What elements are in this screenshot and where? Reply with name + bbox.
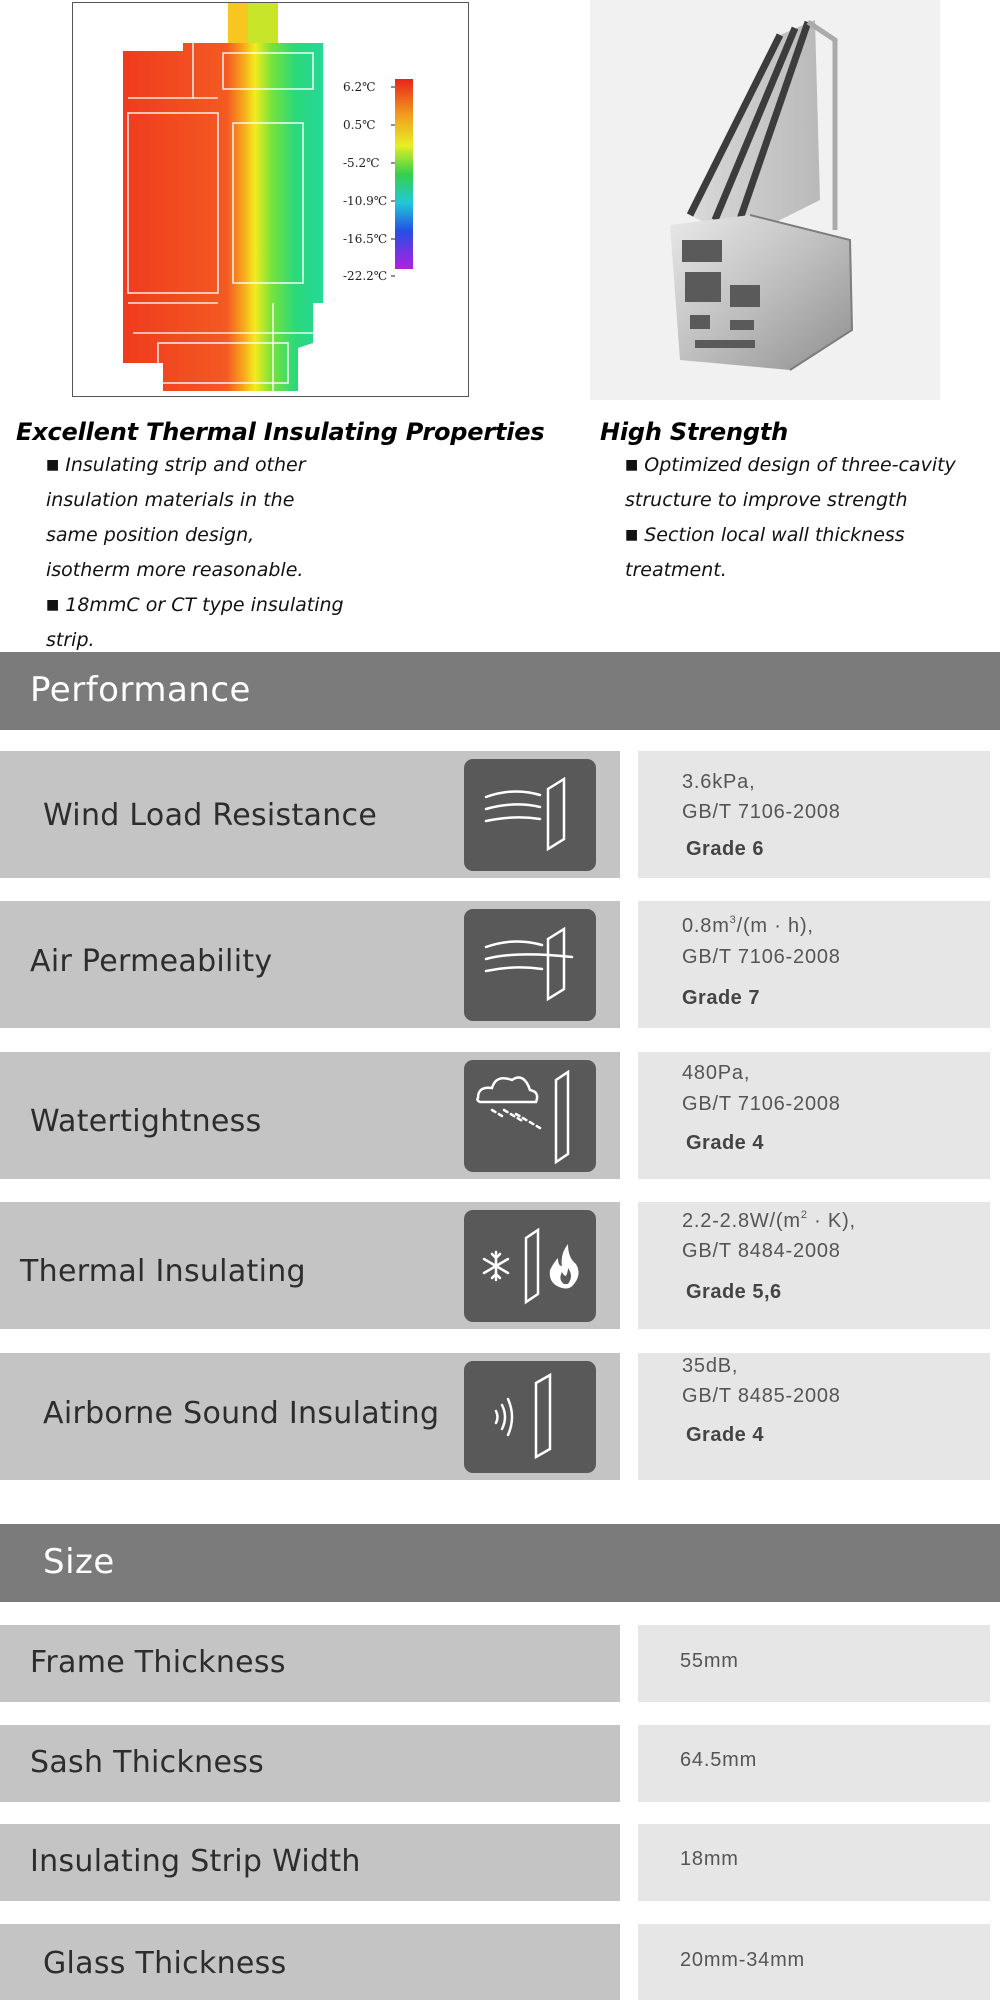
feature-bullet-item [46,588,344,623]
thermal-simulation-image [72,2,469,397]
size-label-cell [0,1625,620,1702]
size-label-cell [0,1824,620,1901]
size-value: 20mm-34mm [680,1949,805,1971]
performance-grade: Grade 4 [686,1132,764,1154]
performance-label: Thermal Insulating [20,1254,306,1289]
feature-list-thermal [46,448,344,658]
scale-label: -10.9℃ [343,194,388,208]
square-bullet-icon: ■ [46,457,60,473]
scale-label: -16.5℃ [343,232,388,246]
performance-label: Wind Load Resistance [43,798,378,833]
size-label: Sash Thickness [30,1745,265,1780]
size-section-header [0,1524,1000,1602]
performance-value-cell [638,1353,990,1480]
size-heading: Size [43,1542,115,1582]
feature-line: structure to improve strength [625,489,908,511]
performance-label-cell [0,1052,620,1179]
profile-cross-section-illustration [590,0,940,400]
snowflake-flame-icon [464,1210,596,1322]
performance-standard: GB/T 7106-2008 [682,946,841,968]
performance-value-cell [638,1202,990,1329]
feature-bullet-text: Optimized design of three-cavity [644,454,956,476]
size-value-cell [638,1725,990,1802]
size-value-cell [638,1924,990,2000]
performance-label-cell [0,1353,620,1480]
performance-label: Airborne Sound Insulating [43,1396,440,1431]
performance-standard: GB/T 7106-2008 [682,1093,841,1115]
feature-title-thermal: Excellent Thermal Insulating Properties [16,418,545,446]
performance-label: Watertightness [30,1104,262,1139]
size-label-cell [0,1725,620,1802]
feature-bullet-item [46,448,344,483]
feature-line: strip. [46,629,95,651]
air-permeability-icon [464,909,596,1021]
feature-bullet-text: Insulating strip and other [65,454,306,476]
performance-row-wind-load [0,751,1000,878]
performance-row-watertightness [0,1052,1000,1179]
performance-grade: Grade 7 [682,987,760,1009]
performance-row-thermal-insulating [0,1202,1000,1329]
feature-title-strength: High Strength [600,418,789,446]
size-value-cell [638,1824,990,1901]
performance-standard: GB/T 8485-2008 [682,1385,841,1407]
performance-grade: Grade 5,6 [686,1281,782,1303]
performance-value-cell [638,901,990,1028]
size-label: Glass Thickness [43,1946,287,1981]
performance-grade: Grade 6 [686,838,764,860]
size-label: Frame Thickness [30,1645,286,1680]
feature-line: isotherm more reasonable. [46,559,304,581]
feature-bullet-text: 18mmC or CT type insulating [65,594,344,616]
performance-section-header [0,652,1000,730]
square-bullet-icon: ■ [625,457,639,473]
feature-line: treatment. [625,559,727,581]
thermal-isotherm-diagram [73,3,467,395]
scale-label: 0.5℃ [343,118,376,132]
performance-value-line: $0.8m^3/(m \cdot h)$, [682,914,814,937]
performance-grade: Grade 4 [686,1424,764,1446]
size-value-cell [638,1625,990,1702]
sound-wave-icon [464,1361,596,1473]
performance-standard: GB/T 8484-2008 [682,1240,841,1262]
performance-standard: GB/T 7106-2008 [682,801,841,823]
wind-load-icon [464,759,596,871]
performance-row-air-permeability [0,901,1000,1028]
aluminium-profile-image [590,0,940,400]
performance-row-sound-insulating [0,1353,1000,1480]
size-value: 18mm [680,1848,739,1870]
feature-bullet-text: Section local wall thickness [644,524,905,546]
scale-label: 6.2℃ [343,80,376,94]
size-value: 55mm [680,1650,739,1672]
performance-label-cell [0,751,620,878]
performance-value-line: 480Pa, [682,1062,751,1084]
size-row-glass-thickness [0,1924,1000,2000]
performance-value-line: 3.6kPa, [682,771,756,793]
size-label-cell [0,1924,620,2000]
scale-label: -22.2℃ [343,269,388,283]
size-value: 64.5mm [680,1749,758,1771]
rain-cloud-icon [464,1060,596,1172]
square-bullet-icon: ■ [46,597,60,613]
performance-label-cell [0,1202,620,1329]
performance-label-cell [0,901,620,1028]
feature-line: same position design, [46,524,255,546]
square-bullet-icon: ■ [625,527,639,543]
performance-value-cell [638,751,990,878]
feature-bullet-item [625,448,956,483]
size-row-sash-thickness [0,1725,1000,1802]
size-row-frame-thickness [0,1625,1000,1702]
feature-bullet-item [625,518,956,553]
performance-value-cell [638,1052,990,1179]
performance-value-line: 35dB, [682,1355,739,1377]
performance-heading: Performance [30,670,251,710]
size-label: Insulating Strip Width [30,1844,361,1879]
scale-label: -5.2℃ [343,156,380,170]
performance-value-line: $2.2-2.8W/(m^2 \cdot K)$, [682,1209,856,1232]
size-row-insulating-strip-width [0,1824,1000,1901]
feature-line: insulation materials in the [46,489,295,511]
feature-list-strength [625,448,956,588]
performance-label: Air Permeability [30,944,273,979]
